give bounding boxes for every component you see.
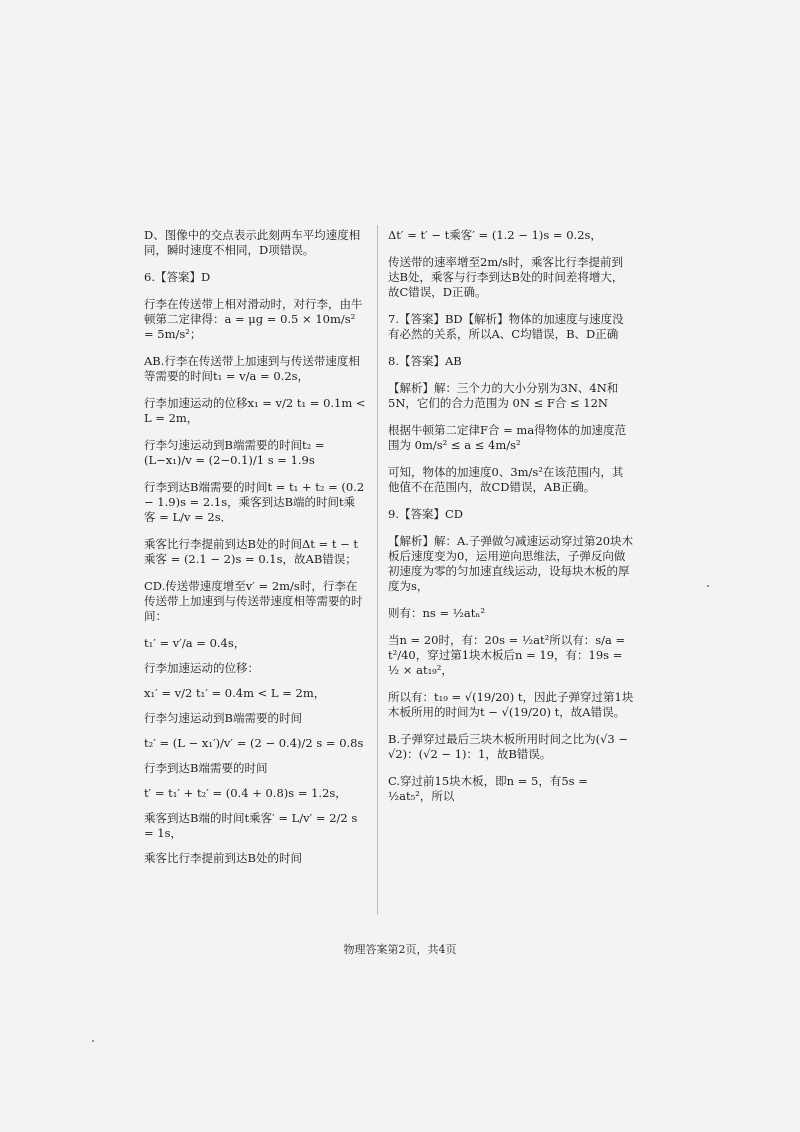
left-line-6: 行李匀速运动到B端需要的时间t₂ = (L−x₁)/v = (2−0.1)/1 s = 1.9s bbox=[144, 438, 325, 467]
right-line-2: 传送带的速率增至2m/s时，乘客比行李提前到达B处，乘客与行李到达B处的时间差将增大，故C错误，D正确。 bbox=[388, 255, 624, 299]
left-line-7: 行李到达B端需要的时间t = t₁ + t₂ = (0.2 − 1.9)s = 2.1s，乘客到达B端的时间t乘客 = L/v = 2s． bbox=[144, 480, 365, 524]
left-line-8: 乘客比行李提前到达B处的时间Δt = t − t乘客 = (2.1 − 2)s = 0.1s，故AB错误； bbox=[144, 537, 359, 566]
right-line-11: 当n = 20时，有：20s = ½at²所以有：s/a = t²/40，穿过第1块木板后n = 19，有：19s = ½ × at₁₉²， bbox=[388, 633, 626, 677]
scan-speck bbox=[92, 1040, 94, 1042]
right-line-10: 则有：ns = ½atₙ² bbox=[388, 606, 485, 620]
right-line-9: 【解析】解：A.子弹做匀减速运动穿过第20块木板后速度变为0，运用逆向思维法，子弹反向做初速度为零的匀加速直线运动，设每块木板的厚度为s， bbox=[388, 534, 634, 593]
right-line-5: 【解析】解：三个力的大小分别为3N、4N和5N，它们的合力范围为 0N ≤ F合 ≤ 12N bbox=[388, 381, 619, 410]
right-line-7: 可知，物体的加速度0、3m/s²在该范围内，其他值不在范围内，故CD错误，AB正确。 bbox=[388, 465, 624, 494]
right-line-4: 8.【答案】AB bbox=[388, 354, 462, 368]
right-column bbox=[388, 228, 634, 816]
right-line-1: Δt′ = t′ − t乘客′ = (1.2 − 1)s = 0.2s， bbox=[388, 228, 602, 242]
left-line-2: 6.【答案】D bbox=[144, 270, 211, 284]
column-divider bbox=[377, 225, 378, 915]
left-line-4: AB.行李在传送带上加速到与传送带速度相等需要的时间t₁ = v/a = 0.2s， bbox=[144, 354, 360, 383]
left-line-12: x₁′ = v/2 t₁′ = 0.4m < L = 2m， bbox=[144, 686, 326, 700]
left-line-17: 乘客到达B端的时间t乘客′ = L/v′ = 2/2 s = 1s， bbox=[144, 811, 358, 840]
right-line-12: 所以有：t₁₉ = √(19/20) t，因此子弹穿过第1块木板所用的时间为t − √(19/20) t，故A错误。 bbox=[388, 690, 634, 719]
left-line-11: 行李加速运动的位移： bbox=[144, 661, 259, 675]
left-line-14: t₂′ = (L − x₁′)/v′ = (2 − 0.4)/2 s = 0.8s bbox=[144, 736, 364, 750]
left-line-16: t′ = t₁′ + t₂′ = (0.4 + 0.8)s = 1.2s， bbox=[144, 786, 347, 800]
left-column bbox=[144, 228, 366, 876]
right-line-14: C.穿过前15块木板，即n = 5，有5s = ½at₅²，所以 bbox=[388, 774, 588, 803]
right-line-8: 9.【答案】CD bbox=[388, 507, 463, 521]
scan-speck bbox=[707, 585, 709, 587]
left-line-1: D、图像中的交点表示此刻两车平均速度相同，瞬时速度不相同，D项错误。 bbox=[144, 228, 361, 257]
right-line-3: 7.【答案】BD【解析】物体的加速度与速度没有必然的关系，所以A、C均错误，B、D正确 bbox=[388, 312, 624, 341]
right-line-13: B.子弹穿过最后三块木板所用时间之比为(√3 − √2)：(√2 − 1)：1，故B错误。 bbox=[388, 732, 629, 761]
left-line-3: 行李在传送带上相对滑动时，对行李，由牛顿第二定律得：a = μg = 0.5 × 10m/s² = 5m/s²； bbox=[144, 297, 363, 341]
page-footer: 物理答案第2页，共4页 bbox=[343, 943, 457, 956]
left-line-15: 行李到达B端需要的时间 bbox=[144, 761, 268, 775]
left-line-13: 行李匀速运动到B端需要的时间 bbox=[144, 711, 302, 725]
left-line-10: t₁′ = v′/a = 0.4s， bbox=[144, 636, 246, 650]
left-line-9: CD.传送带速度增至v′ = 2m/s时，行李在传送带上加速到与传送带速度相等需要的时间： bbox=[144, 579, 363, 623]
left-line-18: 乘客比行李提前到达B处的时间 bbox=[144, 851, 302, 865]
left-line-5: 行李加速运动的位移x₁ = v/2 t₁ = 0.1m < L = 2m， bbox=[144, 396, 366, 425]
right-line-6: 根据牛顿第二定律F合 = ma得物体的加速度范围为 0m/s² ≤ a ≤ 4m/s² bbox=[388, 423, 627, 452]
